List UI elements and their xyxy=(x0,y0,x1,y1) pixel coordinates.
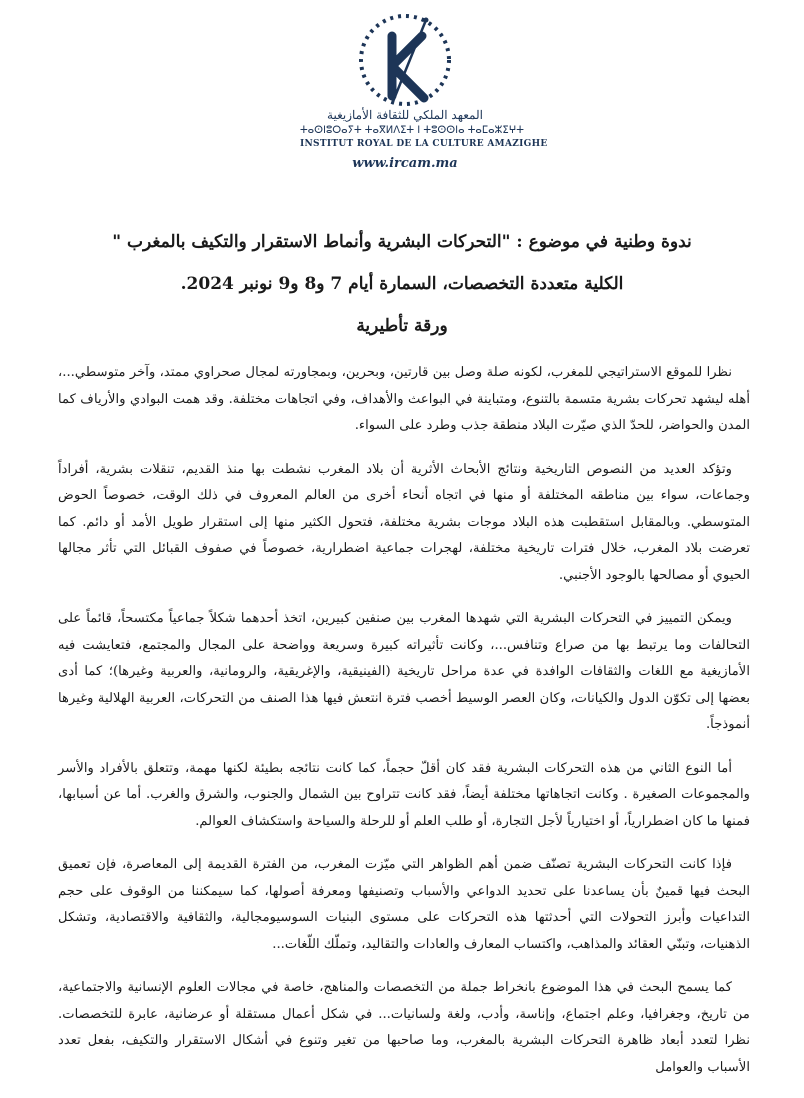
document-title: ندوة وطنية في موضوع : "التحركات البشرية وأنماط الاستقرار والتكيف بالمغرب " xyxy=(112,232,692,252)
org-name-french: INSTITUT ROYAL DE LA CULTURE AMAZIGHE xyxy=(300,139,548,149)
paragraph: أما النوع الثاني من هذه التحركات البشرية فقد كان أقلّ حجماً، كما كانت نتائجه بطيئة لكنها مهمة، وتتعلق بالأفراد والأسر والمجموعات الصغيرة . وكانت اتجاهاتها مختلفة أيضاً، فقد كانت تتراوح بين الشمال والجنوب، والشرق والغرب. أما عن أسبابها، فمنها ما كان اضطرارياً، أو اختيارياً لأجل التجارة، أو طلب العلم أو للرحلة والسياحة واستكشاف العوالم. xyxy=(58,760,750,829)
website-url[interactable]: www.ircam.ma xyxy=(352,156,458,171)
paragraph: نظرا للموقع الاستراتيجي للمغرب، لكونه صلة وصل بين قارتين، وبحرين، وبمجاورته لمجال صحراوي ممتد، وآخر متوسطي...، أهله ليشهد تحركات بشرية متسمة بالتنوع، ومتباينة في البواعث والأهداف، وفي اتجاهات مختلفة. وقد همت البوادي والأرياف كما المدن والحواضر، للحدّ الذي صيّرت البلاد منطقة جذب وطرد على السواء. xyxy=(58,365,750,433)
section-heading: ورقة تأطيرية xyxy=(356,316,448,336)
paragraph: وتؤكد العديد من النصوص التاريخية ونتائج الأبحاث الأثرية أن بلاد المغرب نشطت بها منذ القديم، تنقلات بشرية، أفراداً وجماعات، سواء بين مناطقه المختلفة أو منها في اتجاه أنحاء أخرى من العالم المعروف في ذلك الوقت، خصوصاً الحوض المتوسطي. وبالمقابل استقطبت هذه البلاد موجات بشرية مختلفة، فتحول الكثير منها إلى استقرار طويل الأمد أو دائم. كما تعرضت بلاد المغرب، خلال فترات تاريخية مختلفة، لهجرات جماعية اضطرارية، خصوصاً في صفوف القبائل التي تأثر مجالها الحيوي أو مصالحها بالوجود الأجنبي. xyxy=(58,461,750,583)
ircam-logo xyxy=(330,8,480,178)
document-subtitle: الكلية متعددة التخصصات، السمارة أيام 7 و8 و9 نونبر 2024. xyxy=(180,274,624,294)
paragraph: كما يسمح البحث في هذا الموضوع بانخراط جملة من التخصصات والمناهج، خاصة في مجالات العلوم الإنسانية والاجتماعية، من تاريخ، وجغرافيا، وعلم اجتماع، وإناسة، وأدب، ولغة ولسانيات... في شكل أعمال مستقلة أو عرضانية، عابرة للتخصصات. نظرا لتعدد أبعاد ظاهرة التحركات البشرية بالمغرب، وما صاحبها من تغير وتنوع في أشكال الاستقرار والتكيف، بفعل تعدد الأسباب والعوامل xyxy=(58,980,750,1075)
ircam-emblem-icon xyxy=(330,8,480,113)
org-name-tifinagh: ⵜⴰⵙⵏⵓⵔⴰⵢⵜ ⵜⴰⴳⵍⴷⵉⵜ ⵏ ⵜⵓⵙⵙⵏⴰ ⵜⴰⵎⴰⵣⵉⵖⵜ xyxy=(300,125,524,136)
org-name-arabic: المعهد الملكي للثقافة الأمازيغية xyxy=(327,108,483,122)
paragraph: ويمكن التمييز في التحركات البشرية التي شهدها المغرب بين صنفين كبيرين، اتخذ أحدهما شكلاً جماعياً مكتسحاً، قائماً على التحالفات وما يرتبط بها من صراع وتنافس...، وكانت تأثيراته كبيرة وسريعة وواضحة على المجال والمجتمع، فتعايشت فيه الأمازيغية مع اللغات والثقافات الوافدة في عدة مراحل تاريخية (الفينيقية، والإغريقية، والرومانية، والعربية وغيرها)؛ كما أدى بعضها إلى تكوّن الدول والكيانات، وكان العصر الوسيط أخصب فترة انتعش فيها هذا الصنف من التحركات، العربية الهلالية وغيرها أنموذجاً. xyxy=(58,611,750,732)
body-text xyxy=(58,360,750,1098)
paragraph: فإذا كانت التحركات البشرية تصنّف ضمن أهم الظواهر التي ميّزت المغرب، من الفترة القديمة إلى المعاصرة، فإن تعميق البحث فيها قمينٌ بأن يساعدنا على تحديد الدواعي والأسباب وتصنيفها ومعرفة أصولها، كما سيمكننا من الوقوف على حجم التداعيات وأبرز التحولات التي أحدثتها هذه التحركات على مستوى البنيات السوسيومجالية، والثقافية والاقتصادية، وتشكل الذهنيات، وتبنّي العقائد والمذاهب، واكتساب المعارف والعادات والتقاليد، وتملّك اللّغات... xyxy=(58,857,750,952)
